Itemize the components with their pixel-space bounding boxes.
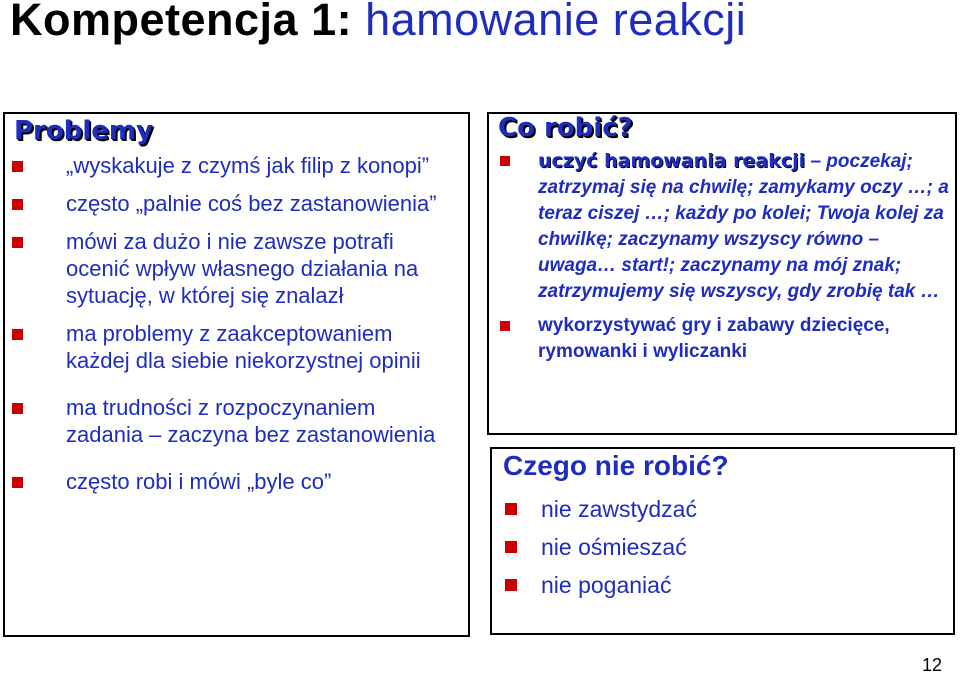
page-number: 12 [921, 655, 942, 675]
list-item [12, 228, 452, 309]
list-item-text: nie poganiać [541, 572, 672, 598]
list-item [12, 320, 452, 374]
list-item [12, 394, 452, 448]
square-bullet-icon [500, 321, 510, 331]
todo-item-detail: poczekaj; zatrzymaj się na chwilę; zamykamy oczy …; a teraz ciszej …; każdy po kolei; Twoja kolej za chwilkę; zaczynamy wszyscy równo – uwaga… start!; zaczynamy na mój znak; zatrzymujemy się wszyscy, gdy zrobię tak … [538, 151, 949, 302]
page-title [10, 0, 746, 46]
list-item [505, 570, 945, 600]
list-item-text: nie zawstydzać [541, 496, 697, 522]
problems-heading: Problemy [14, 116, 153, 146]
list-item-text: „wyskakuje z czymś jak filip z konopi” [66, 153, 430, 178]
list-item [12, 152, 452, 179]
todo-item-strong: uczyć hamowania reakcji [538, 150, 806, 172]
list-item [12, 468, 452, 495]
square-bullet-icon [12, 161, 23, 172]
list-item [505, 532, 945, 562]
list-item [500, 148, 950, 305]
square-bullet-icon [12, 477, 23, 488]
dont-list [505, 494, 945, 608]
list-item-text: nie ośmieszać [541, 534, 687, 560]
list-item-text: często „palnie coś bez zastanowienia” [66, 191, 437, 216]
square-bullet-icon [12, 329, 23, 340]
square-bullet-icon [12, 199, 23, 210]
square-bullet-icon [500, 156, 510, 166]
todo-list [500, 148, 950, 373]
list-item-text: mówi za dużo i nie zawsze potrafi ocenić wpływ własnego działania na sytuację, w której się znalazł [66, 229, 419, 308]
dont-heading: Czego nie robić? [503, 450, 729, 481]
list-item-text: ma trudności z rozpoczynaniem zadania – zaczyna bez zastanowienia [66, 395, 436, 447]
list-item-text: często robi i mówi „byle co” [66, 469, 332, 494]
square-bullet-icon [12, 237, 23, 248]
square-bullet-icon [12, 403, 23, 414]
todo-item-dash: – [805, 151, 827, 172]
problems-list [12, 152, 452, 506]
title-highlight: hamowanie reakcji [365, 0, 747, 45]
list-item [500, 313, 950, 365]
square-bullet-icon [505, 503, 517, 515]
square-bullet-icon [505, 579, 517, 591]
list-item-text: wykorzystywać gry i zabawy dziecięce, rymowanki i wyliczanki [538, 315, 890, 362]
title-prefix: Kompetencja 1: [10, 0, 366, 45]
list-item [505, 494, 945, 524]
list-item-text: ma problemy z zaakceptowaniem każdej dla siebie niekorzystnej opinii [66, 321, 421, 373]
list-item [12, 190, 452, 217]
square-bullet-icon [505, 541, 517, 553]
todo-heading: Co robić? [498, 113, 633, 143]
